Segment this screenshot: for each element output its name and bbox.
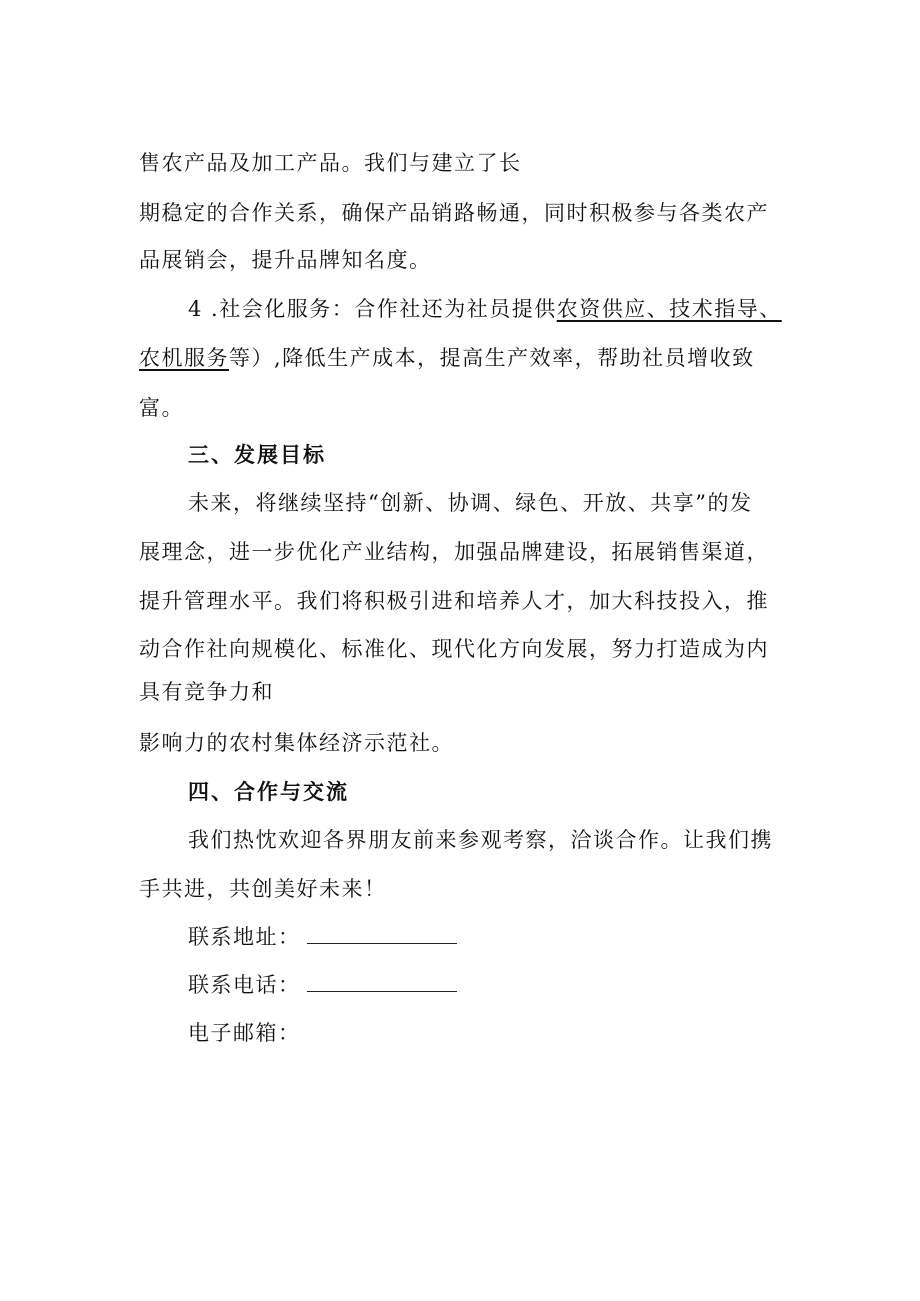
paragraph-line — [139, 343, 755, 373]
contact-email-row — [188, 1018, 301, 1048]
paragraph-line: 影响力的农村集体经济示范社。 — [139, 731, 454, 755]
section-heading: 三、发展目标 — [188, 442, 326, 467]
paragraph-line — [188, 294, 782, 324]
paragraph-line: 未来，将继续坚持“创新、协调、绿色、开放、共享”的发 — [188, 491, 753, 515]
paragraph-line: 手共进，共创美好未来！ — [139, 877, 387, 901]
paragraph-line: 我们热忱欢迎各界朋友前来参观考察，洽谈合作。让我们携 — [188, 828, 773, 852]
contact-phone-label: 联系电话： — [188, 973, 301, 997]
paragraph-line: 品展销会，提升品牌知名度。 — [139, 248, 432, 272]
underlined-text: 农机服务 — [139, 346, 229, 370]
underlined-text: 农资供应、技术指导、 — [556, 297, 782, 321]
contact-email-label: 电子邮箱： — [188, 1021, 301, 1045]
section-heading: 四、合作与交流 — [188, 779, 349, 804]
contact-phone-blank — [307, 971, 457, 992]
contact-address-row — [188, 922, 457, 952]
contact-address-label: 联系地址： — [188, 925, 301, 949]
contact-address-blank — [307, 923, 457, 944]
paragraph-line: 提升管理水平。我们将积极引进和培养人才，加大科技投入，推 — [139, 589, 769, 613]
paragraph-text: 等）,降低生产成本，提高生产效率，帮助社员增收致 — [229, 346, 755, 370]
contact-phone-row — [188, 970, 457, 1000]
paragraph-line: 展理念，进一步优化产业结构，加强品牌建设，拓展销售渠道， — [139, 540, 769, 564]
list-item-text: 4 .社会化服务：合作社还为社员提供 — [188, 297, 557, 321]
paragraph-line: 售农产品及加工产品。我们与建立了长 — [139, 151, 522, 175]
paragraph-line: 期稳定的合作关系，确保产品销路畅通，同时积极参与各类农产 — [139, 201, 769, 225]
paragraph-line: 富。 — [139, 396, 184, 420]
paragraph-line: 具有竞争力和 — [139, 680, 274, 704]
paragraph-line: 动合作社向规模化、标准化、现代化方向发展，努力打造成为内 — [139, 637, 769, 661]
